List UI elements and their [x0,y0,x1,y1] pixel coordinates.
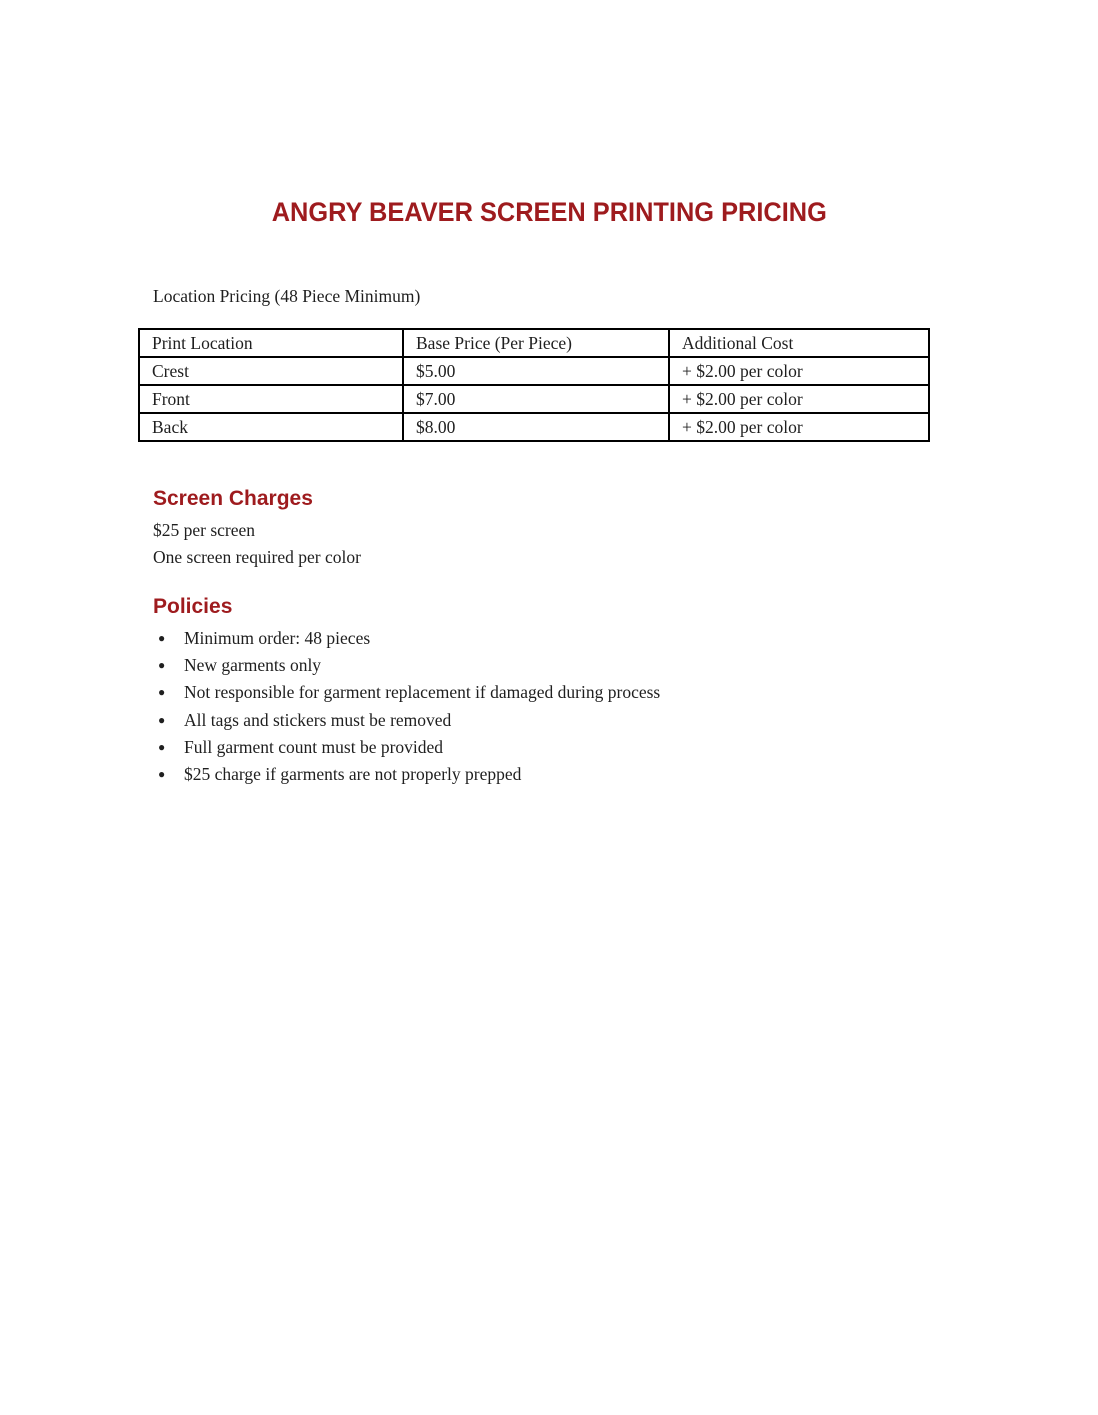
screen-charges-heading: Screen Charges [153,487,313,510]
screen-charge-line: $25 per screen [153,520,256,540]
page-title [0,0,1098,228]
list-item [153,625,1098,652]
bullet-icon: ● [158,767,166,782]
cell-additional: + $2.00 per color [669,385,929,413]
list-item [153,761,1098,788]
table-header-row [139,329,929,357]
cell-price: $7.00 [403,385,669,413]
cell-additional: + $2.00 per color [669,413,929,441]
page-title-text: ANGRY BEAVER SCREEN PRINTING PRICING [271,197,827,227]
table-row [139,385,929,413]
header-cell-print-location: Print Location [139,329,403,357]
list-item [153,707,1098,734]
cell-location: Back [139,413,403,441]
bullet-icon: ● [158,739,166,754]
list-item-text: Full garment count must be provided [184,736,444,757]
list-item-text: New garments only [184,655,322,676]
pricing-table [138,328,930,442]
table-row [139,357,929,385]
bullet-icon: ● [158,685,166,700]
screen-charge-line: One screen required per color [153,547,361,567]
list-item-text: Minimum order: 48 pieces [184,628,371,648]
list-item [153,679,1098,706]
list-item [153,734,1098,761]
bullet-icon: ● [158,712,166,727]
intro-paragraph: Location Pricing (48 Piece Minimum) [153,286,421,306]
list-item [153,652,1098,679]
list-item-text: $25 charge if garments are not properly prepped [184,764,522,785]
screen-charges-body [153,517,1098,571]
list-item-text: All tags and stickers must be removed [184,709,452,730]
header-cell-base-price: Base Price (Per Piece) [403,329,669,357]
cell-price: $5.00 [403,357,669,385]
bullet-icon: ● [158,658,166,673]
list-item-text: Not responsible for garment replacement if damaged during process [184,682,661,703]
cell-price: $8.00 [403,413,669,441]
table-row [139,413,929,441]
policies-list [153,625,1098,788]
cell-location: Front [139,385,403,413]
bullet-icon: ● [158,631,166,645]
header-cell-additional-cost: Additional Cost [669,329,929,357]
cell-location: Crest [139,357,403,385]
policies-heading: Policies [153,595,233,618]
cell-additional: + $2.00 per color [669,357,929,385]
